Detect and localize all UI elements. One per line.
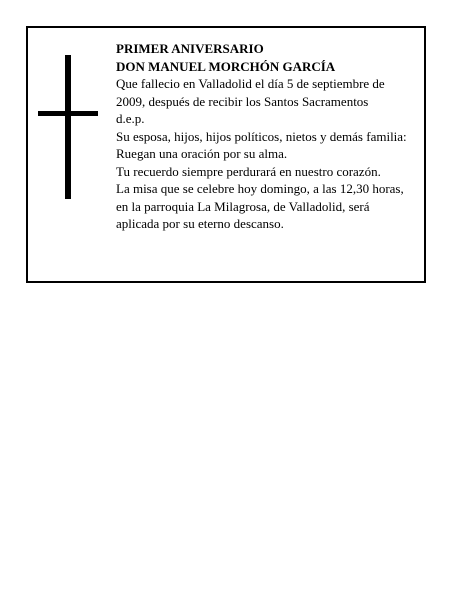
notice-line: Tu recuerdo siempre perdurará en nuestro corazón. (116, 163, 381, 179)
notice-line: Que fallecio en Valladolid el día 5 de septiembre de (116, 76, 385, 91)
notice-line: d.e.p. (116, 111, 145, 126)
notice-line: Ruegan una oración por su alma. (116, 146, 288, 161)
notice-line: en la parroquia La Milagrosa, de Valladolid, será (116, 198, 370, 214)
notice-line: La misa que se celebre hoy domingo, a las 12,30 horas, (116, 181, 404, 196)
latin-cross-icon (38, 55, 98, 199)
notice-line: aplicada por su eterno descanso. (116, 216, 284, 231)
notice-text (116, 40, 421, 233)
deceased-name: DON MANUEL MORCHÓN GARCÍA (116, 58, 336, 74)
notice-line: 2009, después de recibir los Santos Sacramentos (116, 93, 369, 109)
notice-line: Su esposa, hijos, hijos políticos, nietos y demás familia: (116, 128, 407, 144)
notice-heading: PRIMER ANIVERSARIO (116, 41, 264, 56)
cross-vertical-bar (65, 55, 71, 199)
cross-horizontal-bar (38, 111, 98, 116)
obituary-notice (26, 26, 426, 283)
